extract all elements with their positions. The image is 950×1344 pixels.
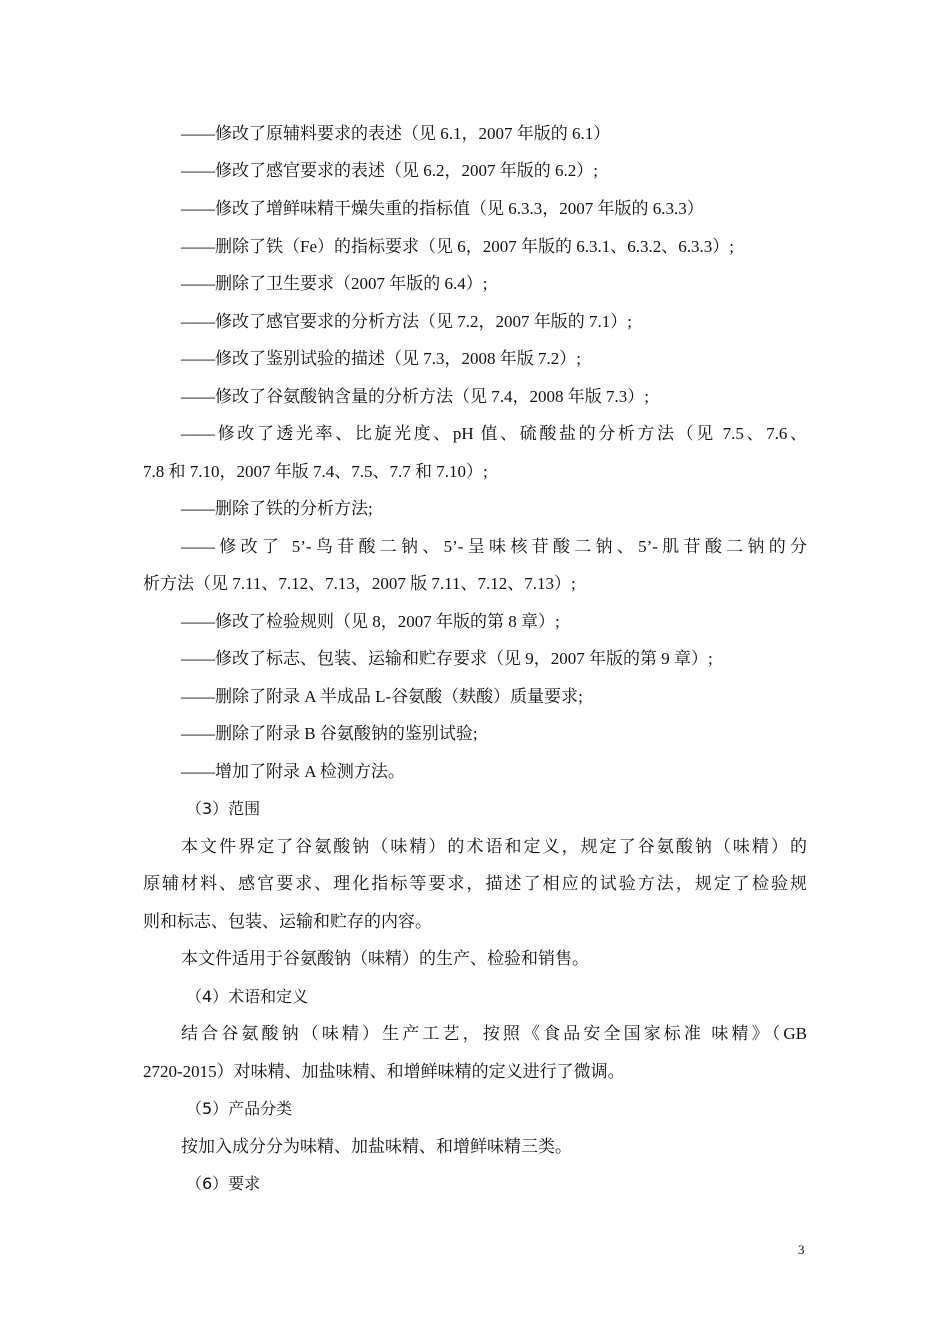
change-item-continuation: 7.8 和 7.10，2007 年版 7.4、7.5、7.7 和 7.10）; [143, 462, 488, 481]
change-item: ——修改了感官要求的表述（见 6.2，2007 年版的 6.2）; [181, 161, 598, 180]
change-item: ——修改了增鲜味精干燥失重的指标值（见 6.3.3，2007 年版的 6.3.3） [181, 199, 704, 218]
change-item: ——增加了附录 A 检测方法。 [181, 762, 405, 781]
change-item: ——修改了 5’-鸟苷酸二钠、5’-呈味核苷酸二钠、5’-肌苷酸二钠的分 [181, 537, 807, 556]
section-heading-scope: （3）范围 [186, 799, 261, 818]
paragraph: 按加入成分分为味精、加盐味精、和增鲜味精三类。 [181, 1137, 572, 1156]
change-item: ——修改了感官要求的分析方法（见 7.2，2007 年版的 7.1）; [181, 312, 632, 331]
page-number: 3 [798, 1242, 805, 1257]
change-item-continuation: 析方法（见 7.11、7.12、7.13，2007 版 7.11、7.12、7.13）; [143, 574, 576, 593]
paragraph-line: 2720-2015）对味精、加盐味精、和增鲜味精的定义进行了微调。 [143, 1062, 625, 1081]
change-item: ——删除了铁的分析方法; [181, 499, 373, 518]
paragraph-line: 则和标志、包装、运输和贮存的内容。 [143, 912, 432, 931]
paragraph-line: 本文件界定了谷氨酸钠（味精）的术语和定义，规定了谷氨酸钠（味精）的 [181, 837, 807, 856]
change-item: ——删除了附录 B 谷氨酸钠的鉴别试验; [181, 724, 478, 743]
paragraph: 本文件适用于谷氨酸钠（味精）的生产、检验和销售。 [181, 949, 589, 968]
change-item: ——修改了检验规则（见 8，2007 年版的第 8 章）; [181, 612, 560, 631]
section-heading-classification: （5）产品分类 [186, 1099, 293, 1118]
change-item: ——修改了鉴别试验的描述（见 7.3，2008 年版 7.2）; [181, 349, 581, 368]
paragraph-line: 结合谷氨酸钠（味精）生产工艺，按照《食品安全国家标准 味精》（GB [181, 1024, 807, 1043]
change-item: ——删除了铁（Fe）的指标要求（见 6，2007 年版的 6.3.1、6.3.2、6.3.3）; [181, 237, 734, 256]
change-item: ——修改了透光率、比旋光度、pH 值、硫酸盐的分析方法（见 7.5、7.6、 [181, 424, 807, 443]
change-item: ——修改了标志、包装、运输和贮存要求（见 9，2007 年版的第 9 章）; [181, 649, 713, 668]
section-heading-terms: （4）术语和定义 [186, 987, 309, 1006]
paragraph-line: 原辅材料、感官要求、理化指标等要求，描述了相应的试验方法，规定了检验规 [143, 874, 807, 893]
change-item: ——删除了附录 A 半成品 L-谷氨酸（麸酸）质量要求; [181, 687, 583, 706]
change-item: ——修改了谷氨酸钠含量的分析方法（见 7.4，2008 年版 7.3）; [181, 387, 649, 406]
change-item: ——删除了卫生要求（2007 年版的 6.4）; [181, 274, 488, 293]
change-item: ——修改了原辅料要求的表述（见 6.1，2007 年版的 6.1） [181, 124, 611, 143]
section-heading-requirements: （6）要求 [186, 1174, 261, 1193]
